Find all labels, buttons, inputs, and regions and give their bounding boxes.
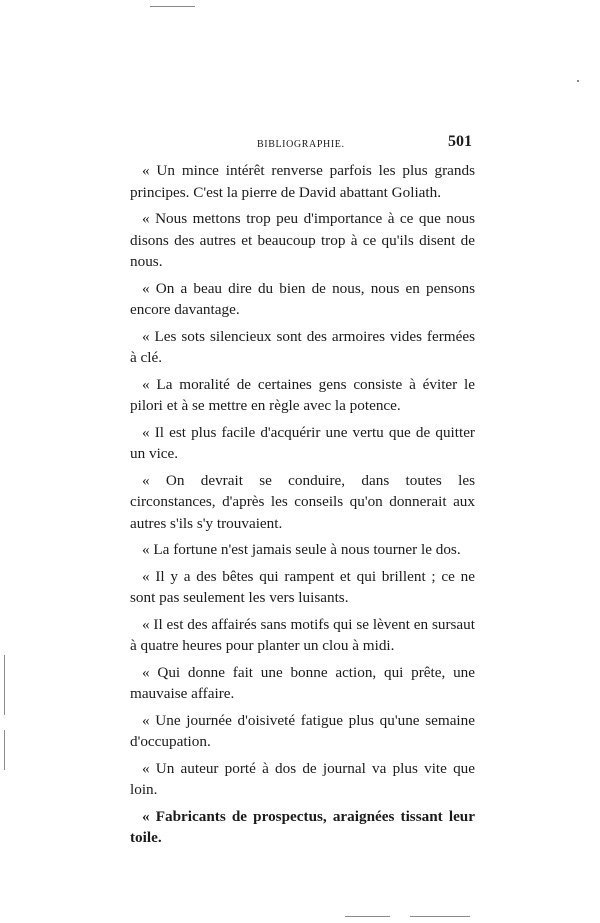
maxim-paragraph: « Qui donne fait une bonne action, qui prête, une mauvaise affaire. (130, 663, 475, 702)
scan-mark-top (150, 6, 195, 7)
maxim-paragraph: « Il est plus facile d'acquérir une vertu que de quitter un vice. (130, 423, 475, 462)
scan-mark-left (4, 655, 5, 715)
running-head (130, 135, 475, 155)
maxim-paragraph: « Un mince intérêt renverse parfois les plus grands principes. C'est la pierre de David abattant Goliath. (130, 162, 475, 201)
maxims-list (130, 160, 475, 854)
scan-mark-left (4, 730, 5, 770)
maxim-paragraph: « Une journée d'oisiveté fatigue plus qu'une semaine d'occupation. (130, 711, 475, 750)
maxim-paragraph: « Fabricants de prospectus, araignées tissant leur toile. (130, 807, 475, 846)
maxim-paragraph: « La fortune n'est jamais seule à nous tourner le dos. (142, 541, 461, 558)
maxim-paragraph: « Nous mettons trop peu d'importance à ce que nous disons des autres et beaucoup trop à ce qu'ils disent de nous. (130, 210, 475, 270)
page-number: 501 (448, 133, 472, 150)
scan-mark-right (577, 80, 579, 82)
maxim-paragraph: « Les sots silencieux sont des armoires vides fermées à clé. (130, 327, 475, 366)
maxim-paragraph: « Un auteur porté à dos de journal va plus vite que loin. (130, 759, 475, 798)
maxim-paragraph: « On a beau dire du bien de nous, nous en pensons encore davantage. (130, 279, 475, 318)
scan-mark-bottom (345, 916, 390, 917)
maxim-paragraph: « On devrait se conduire, dans toutes les circonstances, d'après les conseils qu'on donnerait aux autres s'ils s'y trouvaient. (130, 471, 475, 532)
maxim-paragraph: « La moralité de certaines gens consiste à éviter le pilori et à se mettre en règle avec la potence. (130, 375, 475, 414)
scan-mark-bottom (410, 916, 470, 917)
maxim-paragraph: « Il est des affairés sans motifs qui se lèvent en sursaut à quatre heures pour planter un clou à midi. (130, 615, 475, 654)
maxim-paragraph: « Il y a des bêtes qui rampent et qui brillent ; ce ne sont pas seulement les vers luisants. (130, 567, 475, 606)
running-head-title: BIBLIOGRAPHIE. (257, 139, 345, 150)
